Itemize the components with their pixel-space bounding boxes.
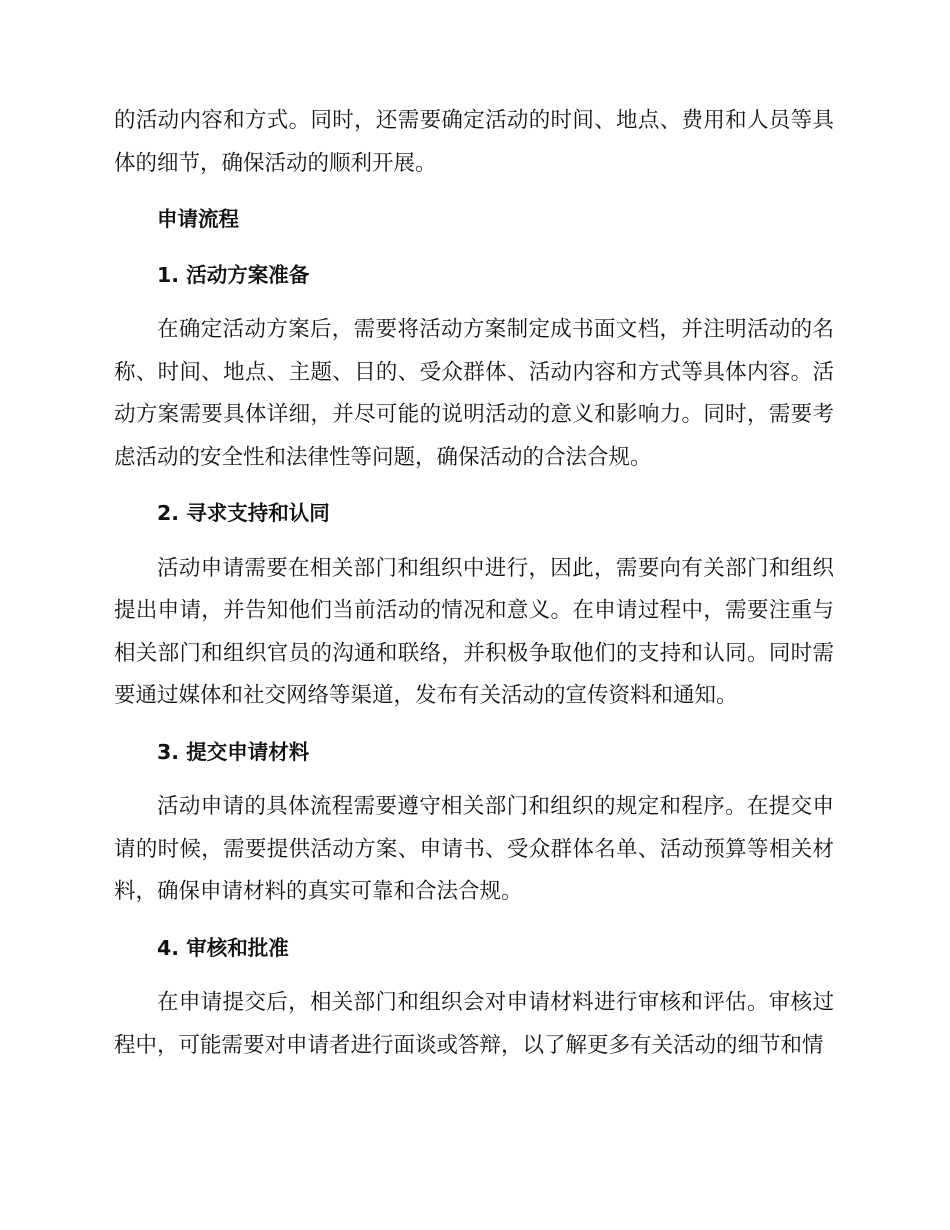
document-body [114,100,834,1067]
step-3-title: 3. 提交申请材料 [157,739,310,764]
step-2-paragraph: 活动申请需要在相关部门和组织中进行，因此，需要向有关部门和组织提出申请，并告知他们当前活动的情况和意义。在申请过程中，需要注重与相关部门和组织官员的沟通和联络，并积极争取他们的支持和认同。同时需要通过媒体和社交网络等渠道，发布有关活动的宣传资料和通知。 [114,555,834,708]
intro-continuation-paragraph: 的活动内容和方式。同时，还需要确定活动的时间、地点、费用和人员等具体的细节，确保活动的顺利开展。 [114,108,834,176]
step-4-paragraph: 在申请提交后，相关部门和组织会对申请材料进行审核和评估。审核过程中，可能需要对申请者进行面谈或答辩，以了解更多有关活动的细节和情 [114,990,834,1058]
step-1-title: 1. 活动方案准备 [157,262,310,287]
step-4-title: 4. 审核和批准 [157,935,289,960]
step-2-title: 2. 寻求支持和认同 [157,501,330,525]
section-title: 申请流程 [157,207,239,231]
step-1-paragraph: 在确定活动方案后，需要将活动方案制定成书面文档，并注明活动的名称、时间、地点、主题、目的、受众群体、活动内容和方式等具体内容。活动方案需要具体详细，并尽可能的说明活动的意义和影响力。同时，需要考虑活动的安全性和法律性等问题，确保活动的合法合规。 [114,317,834,470]
step-3-paragraph: 活动申请的具体流程需要遵守相关部门和组织的规定和程序。在提交申请的时候，需要提供活动方案、申请书、受众群体名单、活动预算等相关材料，确保申请材料的真实可靠和合法合规。 [114,794,834,904]
